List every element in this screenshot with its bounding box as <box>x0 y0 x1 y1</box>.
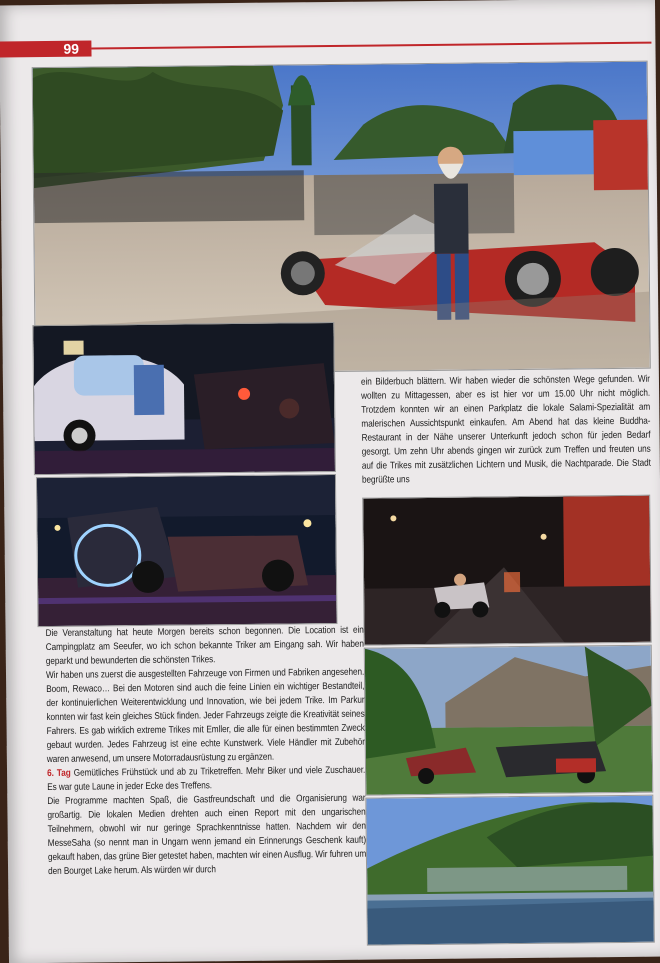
article-paragraph-1: Die Veranstaltung hat heute Morgen bereits schon begonnen. Die Location ist ein Campingplatz am Seeufer, wo ich schon bekannte Triker am Eingang sah. Wir haben geparkt und bewunderten die schönsten Trikes. <box>45 624 364 668</box>
day-6-text: Gemütliches Frühstück und ab zu Triketreffen. Mehr Biker und viele Zuschauer. Es war gute Laune in jeder Ecke des Treffens. <box>47 764 366 793</box>
photo-lake-illustration <box>366 796 654 945</box>
photo-beetle-illustration <box>33 323 335 474</box>
photo-painted-beetle <box>32 322 336 475</box>
day-6-label: 6. Tag <box>46 767 71 779</box>
photo-grass-illustration <box>365 646 653 795</box>
page-header-rule <box>91 42 651 50</box>
article-paragraph-2: Wir haben uns zuerst die ausgestellten Fahrzeuge von Firmen und Fabriken angesehen. Boom, Rewaco… Bei den Motoren sind auch die feine Linien ein wichtiger Bestandteil, der kontinuierlichen Weiterentwicklung und Innovation, wie bei jedem Trike. Im Parkur konnten wir fast kein gleiches Stück finden. Jeder Fahrzeugs zeigte die Kreativität seines Fahrers. Es gab wirklich extreme Trikes mit Emller, die alle für einen bestimmten Zweck gebaut wurden. Jedes Fahrzeug ist eine echte Kunstwerk. Viele Händler mit Zubehör waren anwesend, um unsere Motorradausrüstung zu ergänzen. <box>45 666 365 766</box>
photo-lit-trike-street <box>362 495 652 646</box>
page-number: 99 <box>63 40 80 57</box>
article-paragraph-4: Die Programme machten Spaß, die Gastfreundschaft und die Organisierung war großartig. Die lokalen Medien drehten auch einen Report mit den ungarischen Teilnehmern, obwohl wir nur geringe Sprachkenntnisse hatten. Nachdem wir den MesseSaha (so nennt man in Ungarn wenn jemand ein Erinnerungs Geschenk kauft) gekauft haben, das grüne Bier getestet haben, machten wir einen Ausflug. Wir fuhren um den Bourget Lake herum. Als würden wir durch <box>47 792 367 877</box>
photo-trikes-grass-mountains <box>364 645 654 796</box>
article-text-right <box>361 373 651 488</box>
article-paragraph-right: ein Bilderbuch blättern. Wir haben wieder die schönsten Wege gefunden. Wir wollten zu Mittagessen, aber es ist hier vor um 15.00 Uhr nicht möglich. Trotzdem konnten wir an einen Parkplatz die lokale Salami-Spezialität am malerischen Aussichtspunkt einkaufen. Am Abend hat das kleine Buddha-Restaurant in der Nähe unserer Unterkunft jedoch schon für jeden Bedarf gesorgt. Um zehn Uhr abends gingen wir zurück zum Treffen und freuten uns auf die Trikes mit zusätzlichen Lichtern und Musik, die Nachtparade. Die Stadt begrüßte uns <box>360 373 651 486</box>
photo-lake-village <box>365 795 655 946</box>
photo-street-illustration <box>363 496 651 645</box>
article-text-left <box>46 624 367 879</box>
photo-night-trikes <box>36 474 338 627</box>
article-paragraph-day6 <box>47 764 365 795</box>
photo-night-illustration <box>37 475 337 626</box>
